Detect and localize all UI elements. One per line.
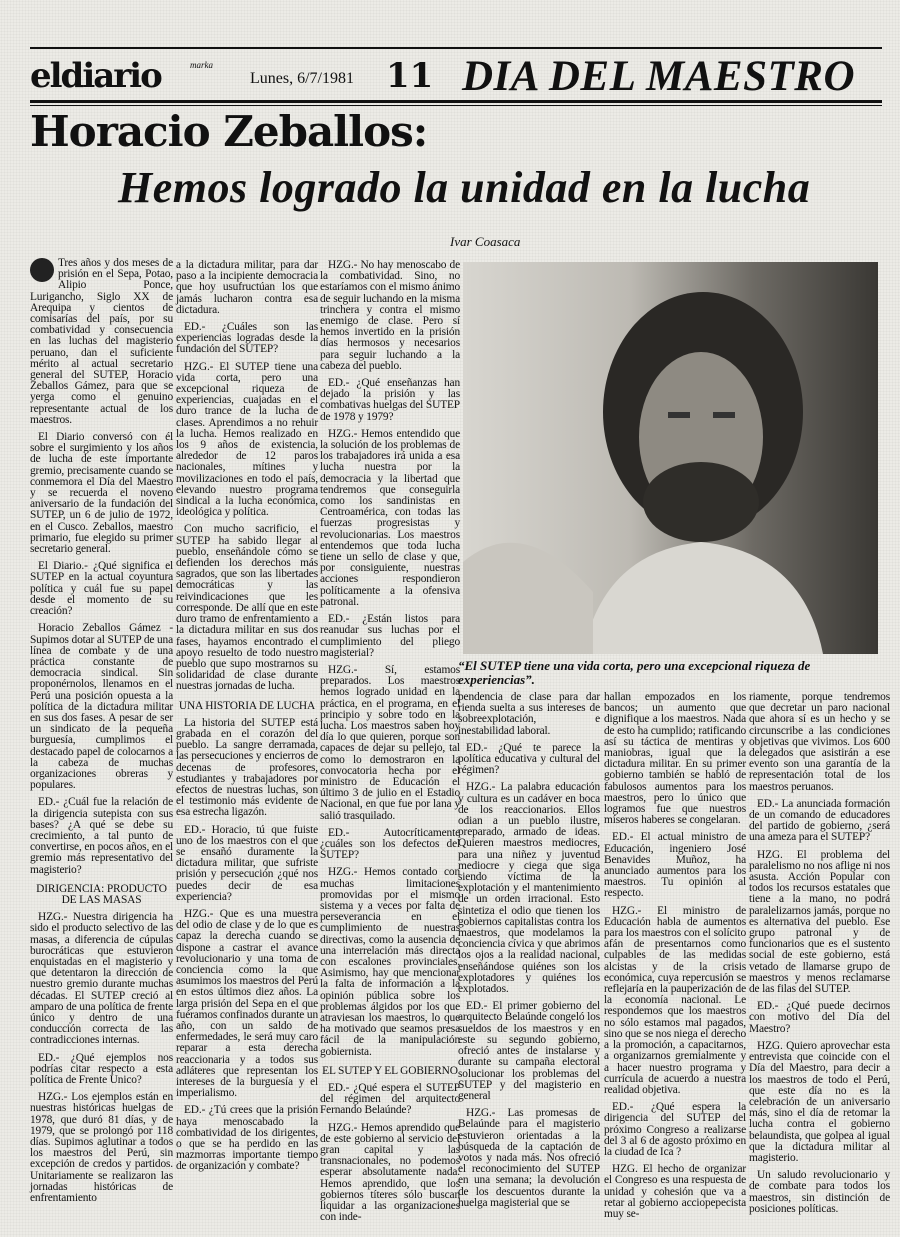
article-paragraph: ED.- Autocríticamente ¿cuáles son los defectos del SUTEP? <box>320 826 460 862</box>
article-paragraph: El Diario conversó con él sobre el surgimiento y los años de lucha de este importante gremio, precisamente cuando se conmemora el Día del Maestro y se recuerda el noveno aniversario de la fundación del SUTEP, un 6 de julio de 1972, en el Cusco. Zeballos, maestro primario, fue elegido su primer secretario general. <box>30 431 173 556</box>
newspaper-logo: eldiario <box>30 56 161 96</box>
article-paragraph: HZG.- Sí, estamos preparados. Los maestros hemos logrado unidad en la práctica, en el programa, en el principio y sobre todo en la lucha. Los maestros saben hoy día lo que quieren, porque son capaces de dejar su pellejo, tal como lo demostraron en la convocatoria hecha por el ministro de Educación el último 3 de julio en el Estadio Nacional, en que fue por lana y salió trasquilado. <box>320 663 460 822</box>
article-paragraph: HZG.- Hemos entendido que la solución de los problemas de los trabajadores irá unida a esa lucha nuestra por la democracia y la libertad que tendremos que conseguirla como los sandinistas en Centroamérica, con todas las fuerzas progresistas y revolucionarias. Los maestros entendemos que toda lucha tiene un sello de clase y que, por consiguiente, nuestras acciones respondieron políticamente a la ofensiva patronal. <box>320 427 460 608</box>
article-paragraph: ED.- Horacio, tú que fuiste uno de los maestros con el que se ensañó duramente la dictadura militar, que sufriste prisión y persecución ¿qué nos puedes decir de esa experiencia? <box>176 823 318 903</box>
article-paragraph: ED.- ¿Qué espera el SUTEP del régimen del arquitecto Fernando Belaúnde? <box>320 1082 460 1117</box>
issue-date: Lunes, 6/7/1981 <box>250 70 354 87</box>
article-paragraph: hallan empozados en los bancos; un aumento que dignifique a los maestros. Nada de esto ha cumplido; ratificando así su táctica de mentiras y maniobras, igual que la dictadura militar. En su primer gobierno también se habló de fabulosos aumentos para los maestros, pero lo único que logramos fue que nuestros míseros haberes se congelaran. <box>604 691 746 827</box>
section-subheading: UNA HISTORIA DE LUCHA <box>178 699 316 712</box>
subheadline: Hemos logrado la unidad en la lucha <box>118 163 811 212</box>
article-paragraph: HZG.- No hay menoscabo de la combatividad. Sino, no estaríamos con el mismo ánimo de seguir luchando en la misma trinchera y contra el mismo enemigo de clase. Pero sí hemos invertido en la prisión días hermosos y necesarios para seguir luchando a la cabeza del pueblo. <box>320 259 460 372</box>
portrait-photo <box>463 262 878 654</box>
article-paragraph: ED.- ¿Cuál fue la relación de la dirigencia sutepista con sus bases? ¿A qué se debe su crecimiento, a tal punto de convertirse, en pocos años, en el gremio más representativo del magisterio? <box>30 796 173 876</box>
article-paragraph: HZG.- La palabra educación y cultura es un cadáver en boca de los reaccionarios. Ellos odian a un pueblo ilustre, preparado, armado de ideas. Quieren maestros mediocres, para una niñez y juventud mediocre y ciega que siga siendo víctima de la explotación y el mantenimiento de un orden irracional. Esto sintetiza el odio que tienen los gobiernos capitalistas contra los maestros, que modelamos la conciencia cívica y que abrimos los ojos a la realidad nacional, enseñándose quiénes son los explotadores y quiénes los explotados. <box>458 781 600 996</box>
photo-caption: “El SUTEP tiene una vida corta, pero una excepcional riqueza de experiencias”. <box>458 658 811 687</box>
top-rule <box>30 47 882 49</box>
section-subheading: EL SUTEP Y EL GOBIERNO <box>322 1064 458 1077</box>
article-paragraph: ED.- El primer gobierno del arquitecto Belaúnde congeló los sueldos de los maestros y en este su segundo gobierno, ofreció antes de instalarse y durante su campaña electoral solucionar los problemas del SUTEP y del magisterio en general <box>458 1000 600 1102</box>
article-paragraph: HZG. Quiero aprovechar esta entrevista que coincide con el Día del Maestro, para decir a los maestros de todo el Perú, que este día no es la celebración de un aniversario más, sino el día de retomar la lucha contra el gobierno belaundista, que golpea al igual que la dictadura militar al magisterio. <box>749 1039 890 1164</box>
article-paragraph: HZG.- Que es una muestra del odio de clase y de lo que es capaz la derecha cuando se dispone a castrar el avance revolucionario y una toma de conciencia como la que asumimos los maestros del Perú en estos últimos diez años. La larga prisión del Sepa en el que fuéramos confinados durante un año, con un saldo de enfermedades, le será muy caro reparar a esta derecha reaccionaria y a todos sus adláteres que representan los intereses de la burguesía y el imperialismo. <box>176 907 318 1100</box>
article-paragraph: riamente, porque tendremos que decretar un paro nacional que ahora sí es un hecho y se circunscribe a las condiciones objetivas que vivimos. Los 600 delegados que asistirán a ese evento son una garantía de la representación total de los maestros peruanos. <box>749 691 890 793</box>
article-column-1 <box>30 258 173 1210</box>
article-column-5 <box>604 692 746 1226</box>
article-paragraph: ED.- ¿Qué ejemplos nos podrías citar respecto a esta política de Frente Unico? <box>30 1051 173 1087</box>
article-paragraph: ED.- El actual ministro de Educación, ingeniero José Benavides Muñoz, ha anunciado aumentos para los maestros. Tu opinión al respecto. <box>604 831 746 900</box>
article-paragraph: HZG.- Los ejemplos están en nuestras históricas huelgas de 1978, que duró 81 días, y de 1979, que se prolongó por 118 días. Supimos aglutinar a todos los maestros del Perú, sin excepción de credos y partidos. Unitariamente se realizaron las jornadas históricas de enfrentamiento <box>30 1091 173 1205</box>
article-paragraph: pendencia de clase para dar rienda suelta a sus intereses de sobreexplotación, e inestabilidad laboral. <box>458 691 600 737</box>
section-title: DIA DEL MAESTRO <box>462 53 856 100</box>
masthead-rule <box>30 100 882 103</box>
portrait-image <box>463 262 878 654</box>
article-paragraph: ED.- ¿Tú crees que la prisión haya menoscabado la combatividad de los dirigentes, o que se ha perdido en las mazmorras importante tiempo de organización y combate? <box>176 1104 318 1173</box>
article-paragraph: HZG. El hecho de organizar el Congreso es una respuesta de unidad y cohesión que va a retar al gobierno acciopepecista muy se- <box>604 1163 746 1220</box>
article-paragraph: ED.- ¿Qué puede decirnos con motivo del Día del Maestro? <box>749 1000 890 1035</box>
section-subheading: DIRIGENCIA: PRODUCTO DE LAS MASAS <box>36 882 167 906</box>
article-paragraph: El Diario.- ¿Qué significa el SUTEP en la actual coyuntura política y cuál fue su papel desde el momento de su creación? <box>30 560 173 618</box>
article-paragraph: HZG.- Las promesas de Belaúnde para el magisterio estuvieron orientadas a la búsqueda de la captación de votos y nada más. Nos ofreció el reconocimiento del SUTEP en una semana; la devolución de los descuentos durante la huelga magisterial que se <box>458 1107 600 1209</box>
article-paragraph: HZG.- El SUTEP tiene una vida corta, pero una excepcional riqueza de experiencias, cuajadas en el duro trance de la lucha de clases. Aprendimos a no rehuir la lucha. Hemos realizado en los 9 años de existencia, alrededor de 12 paros nacionales, mítines y movilizaciones en todo el país, elevando nuestro programa sindical a la lucha económica, ideológica y política. <box>176 360 318 519</box>
article-paragraph: Un saludo revolucionario y de combate para todos los maestros, sin distinción de posiciones políticas. <box>749 1169 890 1215</box>
article-paragraph: ED.- ¿Qué enseñanzas han dejado la prisión y las combativas huelgas del SUTEP de 1978 y 1979? <box>320 377 460 423</box>
article-paragraph: HZG. El problema del paralelismo no nos aflige ni nos asusta. Acción Popular con todos los recursos estatales que tiene a la mano, no podrá paralelizarnos jamás, porque no es alternativa del pueblo. Ese grupo patronal y de funcionarios que es el sustento social de este gobierno, está vetado de llamarse grupo de maestros y menos reclamarse de las filas del SUTEP. <box>749 848 890 996</box>
masthead-rule-thin <box>30 105 882 106</box>
byline: Ivar Coasaca <box>450 234 521 249</box>
article-paragraph: HZG.- El ministro de Educación habla de aumentos para los maestros con el solícito afán de presentarnos como culpables de las medidas alcistas y de la crisis económica, cuya repercusión se reflejaría en la pauperización de la economía nacional. Le respondemos que los maestros no sólo estamos mal pagados, sino que se nos niega el derecho a la promoción, a capacitarnos, a organizarnos gremialmente y a hacer nuestro programa y currícula de acuerdo a nuestra realidad objetiva. <box>604 904 746 1096</box>
article-column-6 <box>749 692 890 1221</box>
article-column-2 <box>176 260 318 1179</box>
article-paragraph: ED.- ¿Qué te parece la política educativa y cultural del régimen? <box>458 741 600 777</box>
article-paragraph: La historia del SUTEP está grabada en el corazón del pueblo. La sangre derramada, las persecuciones y encierros de decenas de profesores, estudiantes y trabajadores por efectos de nuestras luchas, son el testimonio más evidente de esa estrecha ligazón. <box>176 716 318 819</box>
page-number: 11 <box>386 56 434 96</box>
article-paragraph: a la dictadura militar, para dar paso a la incipiente democracia que hoy usufructúan los que jamás lucharon contra esa dictadura. <box>176 259 318 316</box>
logo-subtitle: marka <box>190 60 213 70</box>
article-paragraph: HZG.- Hemos contado con muchas limitaciones promovidas por el mismo sistema y a veces por falta de perseverancia en el cumplimiento de nuestras directivas, como la ausencia de una interrelación más directa con escalones provinciales. Asimismo, hay que mencionar la falta de información a la opinión pública sobre los problemas álgidos por los que atraviesan los maestros, lo que ha motivado que seamos presa fácil de la manipulación gobiernista. <box>320 866 460 1058</box>
article-paragraph: Tres años y dos meses de prisión en el Sepa, Potao, Alipio Ponce, Lurigancho, Siglo XX de Arequipa y cientos de comisarías del país, por su combatividad y consecuencia en las luchas del magisterio peruano, dan el suficiente mérito al actual secretario general del SUTEP, Horacio Zeballos Gámez, para que se yerga como el genuino representante actual de los maestros. <box>30 257 173 426</box>
article-paragraph: ED.- ¿Están listos para reanudar sus luchas por el cumplimiento del pliego magisterial? <box>320 613 460 659</box>
bullet-dot-icon <box>30 258 54 282</box>
article-column-4 <box>458 692 600 1215</box>
article-column-3 <box>320 260 460 1229</box>
article-paragraph: Horacio Zeballos Gámez -Supimos dotar al SUTEP de una línea de combate y de una práctica constante de democracia sindical. Sin proponérnolos, llenamos en el Perú una posición opuesta a la política de la dictadura militar en sus dos fases. A pesar de ser un sindicato de la pequeña burguesía, cumplimos el destacado papel de colocarnos a la cabeza de muchas organizaciones obreras y populares. <box>30 622 173 792</box>
article-paragraph: HZG.- Nuestra dirigencia ha sido el producto selectivo de las masas, a diferencia de cúpulas burocráticas que estuvieron enquistadas en el magisterio y que detentaron la dirección de nuestro gremio durante muchas décadas. El SUTEP creció al amparo de una política de frente único y dentro de una conducción correcta de las contradicciones internas. <box>30 911 173 1047</box>
article-paragraph: ED.- ¿Cuáles son las experiencias logradas desde la fundación del SUTEP? <box>176 321 318 356</box>
article-paragraph: HZG.- Hemos aprendido que de este gobierno al servicio del gran capital y las transnacionales, no podemos esperar absolutamente nada. Hemos aprendido, que los gobiernos títeres sólo buscan liquidar a las organizaciones con inde- <box>320 1121 460 1224</box>
article-paragraph: ED.- ¿Qué espera la dirigencia del SUTEP del próximo Congreso a realizarse del 3 al 6 de agosto próximo en la ciudad de Ica ? <box>604 1101 746 1158</box>
article-paragraph: ED.- La anunciada formación de un comando de educadores del partido de gobierno, ¿será una ameza para el SUTEP? <box>749 797 890 844</box>
article-paragraph: Con mucho sacrificio, el SUTEP ha sabido llegar al pueblo, enseñándole cómo se defienden los derechos más sagrados, que son las libertades democráticas y las reivindicaciones que les corresponde. De allí que en este duro tramo de enfrentamiento a la dictadura militar en sus dos fases, hayamos encontrado el apoyo resuelto de todo nuestro pueblo que supo mostrarnos su solidaridad de clase durante nuestras jornadas de lucha. <box>176 523 318 693</box>
headline: Horacio Zeballos: <box>30 107 428 156</box>
